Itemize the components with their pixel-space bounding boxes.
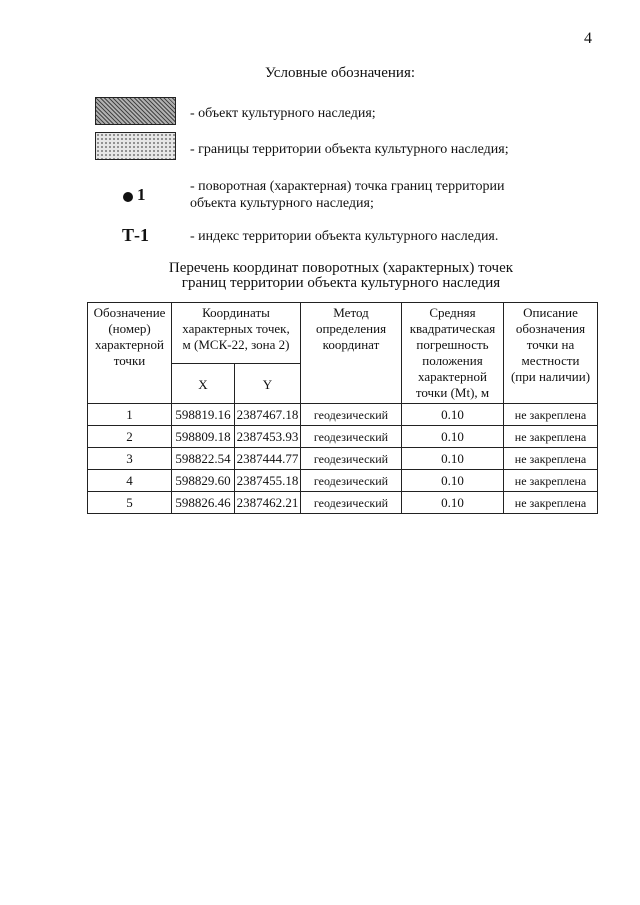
- legend-item-turning-point: [190, 178, 505, 212]
- cell-mt: 0.10: [402, 426, 504, 448]
- point-dot-icon: [123, 192, 133, 202]
- cell-method: геодезический: [301, 470, 402, 492]
- cell-desc: не закреплена: [504, 448, 598, 470]
- legend-title: Условные обозначения:: [264, 65, 416, 81]
- header-y: Y: [235, 364, 301, 404]
- cell-mt: 0.10: [402, 470, 504, 492]
- table-row: [88, 470, 598, 492]
- cell-desc: не закреплена: [504, 404, 598, 426]
- cell-y: 2387455.18: [235, 470, 301, 492]
- header-x: X: [172, 364, 235, 404]
- cell-y: 2387462.21: [235, 492, 301, 514]
- header-coordinates: Координаты характерных точек, м (МСК-22, зона 2): [172, 303, 301, 364]
- header-method: Метод определения координат: [301, 303, 402, 404]
- cell-desc: не закреплена: [504, 492, 598, 514]
- point-symbol-label: 1: [137, 185, 146, 204]
- cell-num: 5: [88, 492, 172, 514]
- cell-num: 3: [88, 448, 172, 470]
- header-designation: Обозначение (номер) характерной точки: [88, 303, 172, 404]
- page-number: 4: [584, 30, 592, 47]
- legend-item-territory-border: - границы территории объекта культурного наследия;: [190, 142, 509, 157]
- legend-item-turning-point-line2: объекта культурного наследия;: [190, 196, 374, 211]
- cell-x: 598829.60: [172, 470, 235, 492]
- table-row: [88, 492, 598, 514]
- cell-desc: не закреплена: [504, 470, 598, 492]
- cell-num: 1: [88, 404, 172, 426]
- cell-method: геодезический: [301, 426, 402, 448]
- turning-point-symbol: [123, 185, 146, 205]
- cell-mt: 0.10: [402, 448, 504, 470]
- dotted-swatch-icon: [95, 132, 176, 160]
- legend-item-heritage-object: - объект культурного наследия;: [190, 106, 376, 121]
- cell-x: 598809.18: [172, 426, 235, 448]
- header-error: Средняя квадратическая погрешность положения характерной точки (Mt), м: [402, 303, 504, 404]
- table-row: [88, 448, 598, 470]
- cell-method: геодезический: [301, 492, 402, 514]
- cell-method: геодезический: [301, 448, 402, 470]
- cell-desc: не закреплена: [504, 426, 598, 448]
- table-row: [88, 404, 598, 426]
- hatched-swatch-icon: [95, 97, 176, 125]
- cell-x: 598822.54: [172, 448, 235, 470]
- cell-method: геодезический: [301, 404, 402, 426]
- legend-item-turning-point-line1: - поворотная (характерная) точка границ территории: [190, 179, 505, 194]
- table-row: [88, 426, 598, 448]
- cell-y: 2387444.77: [235, 448, 301, 470]
- cell-y: 2387453.93: [235, 426, 301, 448]
- cell-x: 598826.46: [172, 492, 235, 514]
- table-title-line2: границ территории объекта культурного наследия: [181, 275, 501, 291]
- coordinates-table: [87, 302, 598, 514]
- header-description: Описание обозначения точки на местности (при наличии): [504, 303, 598, 404]
- cell-mt: 0.10: [402, 492, 504, 514]
- cell-x: 598819.16: [172, 404, 235, 426]
- cell-mt: 0.10: [402, 404, 504, 426]
- cell-num: 4: [88, 470, 172, 492]
- table-title-line1: Перечень координат поворотных (характерных) точек: [168, 260, 514, 276]
- legend-item-territory-index: - индекс территории объекта культурного наследия.: [190, 229, 499, 244]
- territory-index-symbol: Т-1: [122, 225, 149, 245]
- cell-num: 2: [88, 426, 172, 448]
- table-title: [0, 261, 640, 291]
- cell-y: 2387467.18: [235, 404, 301, 426]
